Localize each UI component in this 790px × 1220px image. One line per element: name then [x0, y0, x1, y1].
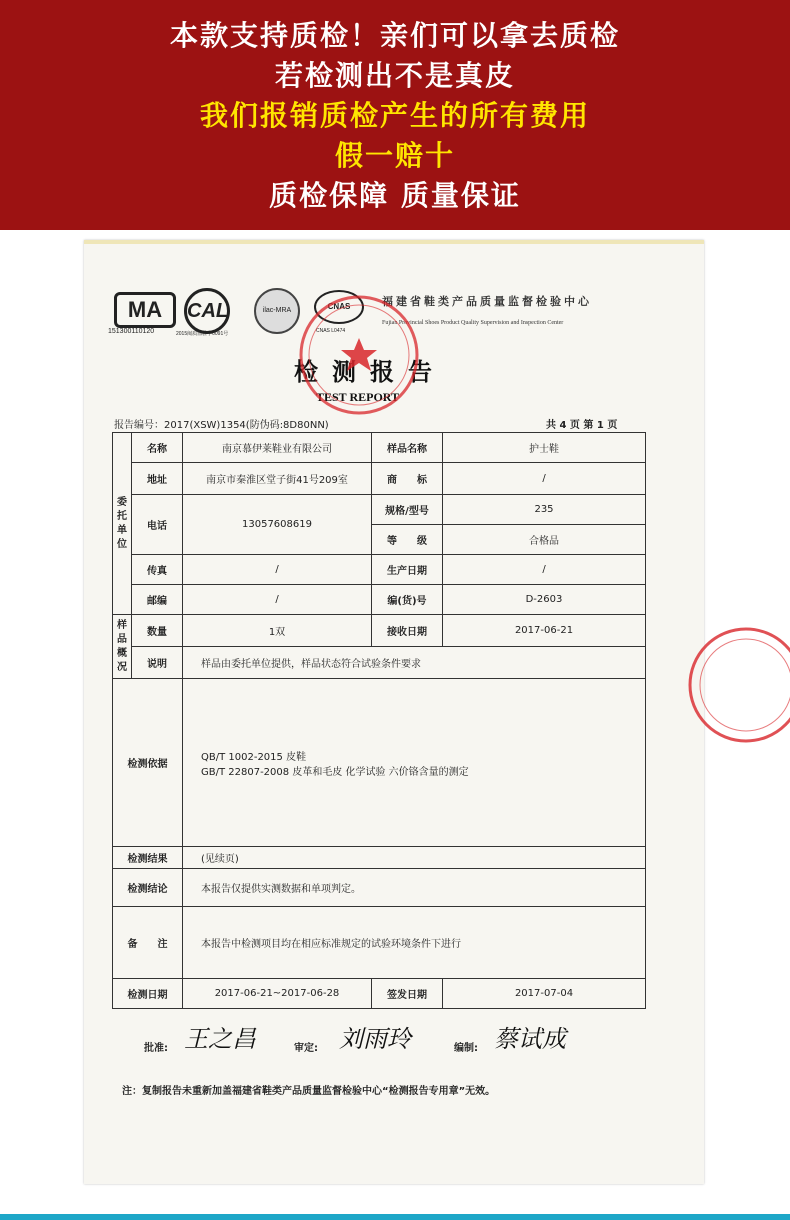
banner-line-1: 本款支持质检！亲们可以拿去质检	[169, 19, 620, 52]
phone-value: 13057608619	[183, 495, 372, 555]
brand-value: /	[443, 463, 646, 495]
page-count: 共 4 页 第 1 页	[546, 420, 618, 431]
report-number	[114, 416, 329, 431]
banner-line-5: 质检保障 质量保证	[269, 179, 521, 212]
test-report-document	[84, 240, 704, 1184]
sample-name-label: 样品名称	[372, 433, 443, 463]
signature-row	[144, 1019, 664, 1059]
remark-label: 备 注	[113, 907, 183, 979]
desc-label: 说明	[132, 647, 183, 679]
recv-date-label: 接收日期	[372, 615, 443, 647]
cma-logo: MA	[114, 292, 176, 328]
desc-value: 样品由委托单位提供，样品状态符合试验条件要求	[183, 647, 646, 679]
compile-label: 编制:	[454, 1043, 478, 1054]
banner-line-3: 我们报销质检产生的所有费用	[199, 99, 590, 132]
basis-label: 检测依据	[113, 679, 183, 847]
conclusion-label: 检测结论	[113, 869, 183, 907]
promo-banner	[0, 0, 790, 230]
cal-text: 2015闽质监验字0091号	[176, 331, 229, 337]
remark-value: 本报告中检测项目均在相应标准规定的试验环境条件下进行	[183, 907, 646, 979]
banner-line-2: 若检测出不是真皮	[274, 59, 515, 92]
basis-value	[183, 679, 646, 847]
zip-value: /	[183, 585, 372, 615]
bottom-accent-line	[0, 1214, 790, 1220]
ilac-mra-logo: ilac-MRA	[254, 288, 300, 334]
footer-note: 注：复制报告未重新加盖福建省鞋类产品质量监督检验中心“检测报告专用章”无效。	[122, 1086, 496, 1097]
sample-name-value: 护士鞋	[443, 433, 646, 463]
prod-date-value: /	[443, 555, 646, 585]
review-signature: 刘雨玲	[339, 1025, 411, 1053]
side-seal-stamp	[676, 620, 790, 750]
issue-date-label: 签发日期	[372, 979, 443, 1009]
address-label: 地址	[132, 463, 183, 495]
review-label: 审定:	[294, 1043, 318, 1054]
qty-label: 数量	[132, 615, 183, 647]
official-seal-stamp	[294, 290, 424, 420]
grade-value: 合格品	[443, 525, 646, 555]
brand-label: 商 标	[372, 463, 443, 495]
report-table	[112, 432, 646, 1009]
issue-date-value: 2017-07-04	[443, 979, 646, 1009]
name-label: 名称	[132, 433, 183, 463]
phone-label: 电话	[132, 495, 183, 555]
sample-group-label: 样品概况	[113, 615, 132, 679]
client-group-label: 委托单位	[113, 433, 132, 615]
code-label: 编(货)号	[372, 585, 443, 615]
grade-label: 等 级	[372, 525, 443, 555]
name-value: 南京慕伊莱鞋业有限公司	[183, 433, 372, 463]
banner-line-4: 假一赔十	[334, 139, 455, 172]
org-name-cn: 福建省鞋类产品质量监督检验中心	[382, 295, 592, 308]
report-number-label: 报告编号：	[114, 420, 164, 431]
org-name-en: Fujian Provincial Shoes Product Quality Supervision and Inspection Center	[382, 320, 564, 326]
basis-line-2: GB/T 22807-2008 皮革和毛皮 化学试验 六价铬含量的测定	[201, 766, 469, 778]
qty-value: 1双	[183, 615, 372, 647]
cnas-logo: CNAS	[314, 290, 364, 324]
report-number-value: 2017(XSW)1354(防伪码:8D80NN)	[164, 420, 329, 431]
approve-label: 批准:	[144, 1043, 168, 1054]
test-date-label: 检测日期	[113, 979, 183, 1009]
model-label: 规格/型号	[372, 495, 443, 525]
model-value: 235	[443, 495, 646, 525]
result-value: (见续页)	[183, 847, 646, 869]
cal-logo: CAL	[184, 288, 230, 334]
recv-date-value: 2017-06-21	[443, 615, 646, 647]
cma-number: 151300110120	[108, 328, 155, 335]
address-value: 南京市秦淮区堂子街41号209室	[183, 463, 372, 495]
zip-label: 邮编	[132, 585, 183, 615]
report-title-en: TEST REPORT	[316, 390, 400, 404]
compile-signature: 蔡试成	[494, 1025, 566, 1053]
prod-date-label: 生产日期	[372, 555, 443, 585]
fax-value: /	[183, 555, 372, 585]
fax-label: 传真	[132, 555, 183, 585]
code-value: D-2603	[443, 585, 646, 615]
report-title-cn: 检测报告	[294, 357, 446, 386]
cnas-text: CNAS L0474	[316, 328, 346, 334]
basis-line-1: QB/T 1002-2015 皮鞋	[201, 751, 307, 763]
result-label: 检测结果	[113, 847, 183, 869]
test-date-value: 2017-06-21~2017-06-28	[183, 979, 372, 1009]
approve-signature: 王之昌	[184, 1025, 256, 1053]
conclusion-value: 本报告仅提供实测数据和单项判定。	[183, 869, 646, 907]
